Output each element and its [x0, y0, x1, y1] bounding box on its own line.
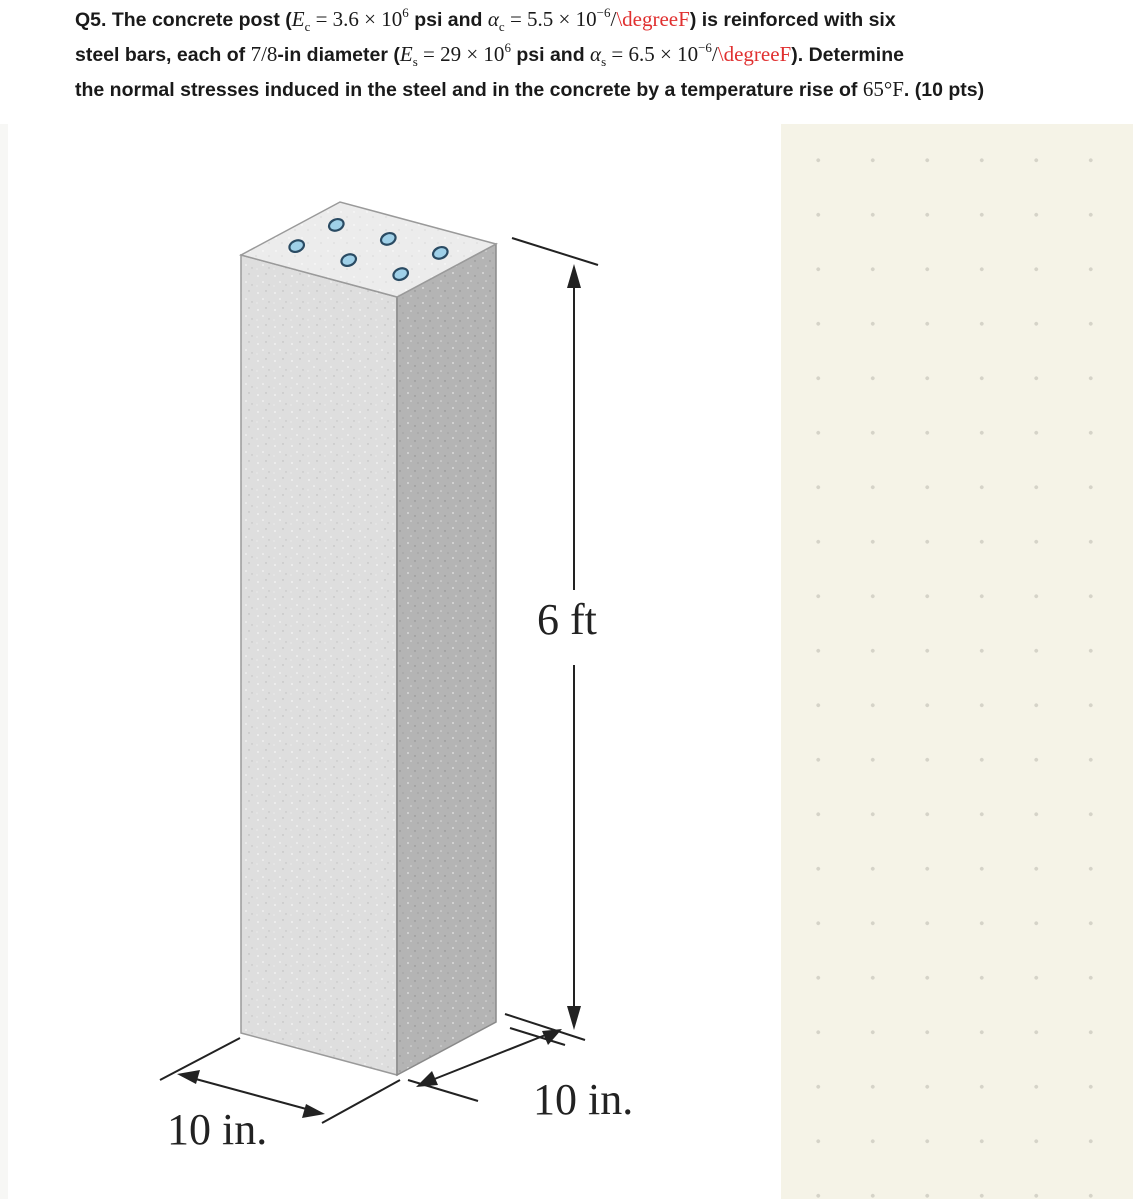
- extension-line-front-left: [160, 1038, 240, 1080]
- height-arrow-up: [567, 264, 581, 288]
- height-arrow-down: [567, 1006, 581, 1030]
- extension-line-side-left: [408, 1080, 478, 1101]
- question-text: Q5. The concrete post ($E_c = 3.6 \times 10^6$ psi and $\alpha_c = 5.5$ × $10^{-6}/\backslash degreeF$) is reinforced with six steel bars, each of 7/8-in diameter ($E_s = 29 \times 10^6$ psi and $\alpha_s = 6.5$ × $10^{-6}/\backslash degreeF$). Determine the normal stresses induced in the steel and in the concrete by a temperature rise of 65°F. (10 pts): [75, 5, 985, 101]
- extension-line-top: [512, 238, 598, 265]
- degree-macro-error: \degreeF: [616, 7, 690, 31]
- height-label: 6 ft: [537, 595, 597, 644]
- width-arrow-front-right: [302, 1104, 325, 1118]
- question-number: Q5.: [75, 9, 107, 31]
- post-figure: [0, 124, 781, 1199]
- post-side-face: [397, 244, 496, 1075]
- degree-macro-error: \degreeF: [717, 42, 792, 66]
- post-front-face: [241, 255, 397, 1075]
- dot-grid-panel: [781, 124, 1133, 1199]
- question-block: [0, 0, 1094, 124]
- width-arrow-side-left: [416, 1071, 438, 1087]
- width-label-right: 10 in.: [533, 1075, 634, 1124]
- width-label-left: 10 in.: [167, 1105, 268, 1154]
- width-arrow-front-left: [177, 1070, 200, 1084]
- post-illustration: [0, 124, 781, 1199]
- extension-line-front-right: [322, 1080, 400, 1123]
